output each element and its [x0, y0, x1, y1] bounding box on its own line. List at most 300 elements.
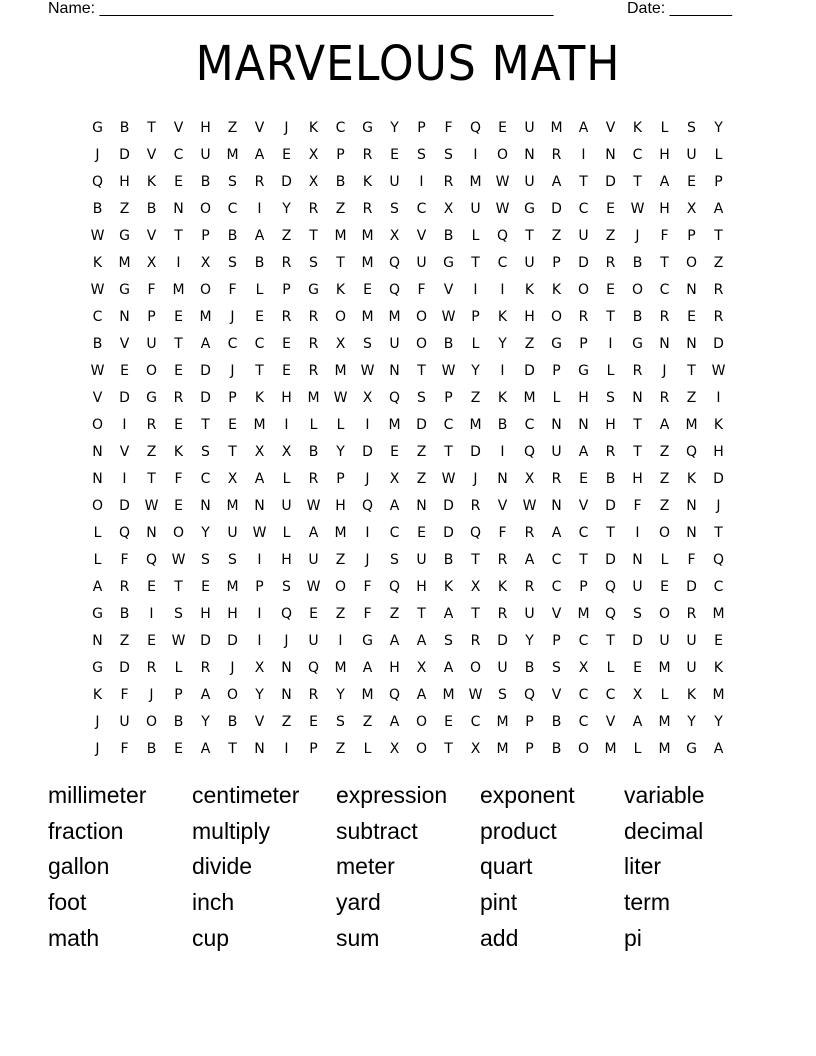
grid-letter: U — [416, 551, 427, 568]
grid-letter: V — [119, 335, 130, 352]
grid-letter: E — [201, 578, 210, 595]
grid-letter: E — [174, 416, 183, 433]
grid-letter: F — [174, 470, 183, 487]
grid-letter: M — [388, 308, 401, 325]
grid-letter: D — [470, 443, 481, 460]
grid-letter: T — [687, 362, 696, 379]
grid-letter: T — [471, 605, 480, 622]
grid-letter: G — [686, 740, 697, 757]
grid-letter: U — [389, 173, 400, 190]
grid-letter: E — [579, 470, 588, 487]
grid-letter: D — [443, 524, 454, 541]
grid-letter: S — [390, 551, 399, 568]
grid-letter: B — [254, 254, 265, 271]
grid-letter: D — [686, 578, 697, 595]
grid-row — [84, 438, 734, 465]
grid-letter: J — [716, 497, 721, 514]
grid-letter: H — [713, 443, 724, 460]
grid-letter: V — [416, 227, 427, 244]
grid-letter: U — [227, 524, 238, 541]
grid-letter: G — [92, 659, 103, 676]
grid-letter: X — [416, 659, 427, 676]
grid-letter: E — [390, 443, 399, 460]
grid-letter: M — [199, 308, 212, 325]
grid-letter: R — [173, 389, 184, 406]
grid-letter: O — [658, 605, 671, 622]
grid-letter: U — [497, 659, 508, 676]
grid-letter: Q — [91, 173, 104, 190]
grid-letter: C — [443, 416, 454, 433]
grid-letter: T — [714, 227, 723, 244]
grid-letter: F — [363, 578, 372, 595]
grid-letter: O — [631, 281, 644, 298]
grid-letter: B — [173, 713, 184, 730]
grid-letter: I — [473, 146, 478, 163]
grid-letter: J — [473, 470, 478, 487]
grid-letter: B — [200, 173, 211, 190]
grid-letter: S — [606, 389, 615, 406]
grid-letter: T — [633, 173, 642, 190]
grid-letter: E — [174, 740, 183, 757]
grid-letter: X — [254, 443, 265, 460]
grid-letter: W — [306, 578, 321, 595]
grid-letter: W — [441, 470, 456, 487]
grid-letter: S — [174, 605, 183, 622]
grid-letter: G — [362, 119, 373, 136]
grid-letter: W — [468, 686, 483, 703]
grid-letter: S — [228, 551, 237, 568]
grid-letter: X — [578, 659, 589, 676]
grid-letter: F — [687, 551, 696, 568]
grid-letter: L — [93, 524, 102, 541]
grid-letter: I — [581, 146, 586, 163]
grid-letter: R — [497, 551, 508, 568]
grid-letter: L — [174, 659, 183, 676]
grid-letter: N — [578, 416, 589, 433]
grid-letter: U — [119, 713, 130, 730]
grid-letter: C — [200, 470, 211, 487]
grid-letter: E — [120, 362, 129, 379]
grid-letter: W — [441, 308, 456, 325]
grid-letter: W — [522, 497, 537, 514]
grid-letter: M — [307, 389, 320, 406]
grid-letter: Z — [227, 119, 238, 136]
grid-letter: E — [174, 497, 183, 514]
grid-letter: Q — [145, 551, 158, 568]
word-bank-item: liter — [624, 853, 662, 880]
grid-letter: Q — [361, 497, 374, 514]
grid-letter: M — [361, 254, 374, 271]
grid-letter: P — [579, 578, 588, 595]
grid-letter: N — [173, 200, 184, 217]
grid-letter: N — [254, 740, 265, 757]
grid-letter: P — [525, 713, 534, 730]
word-bank-item: fraction — [48, 817, 124, 844]
grid-letter: T — [336, 254, 345, 271]
grid-row — [84, 384, 734, 411]
grid-letter: Y — [714, 713, 723, 730]
grid-letter: W — [495, 200, 510, 217]
grid-letter: R — [254, 173, 265, 190]
grid-letter: N — [632, 389, 643, 406]
grid-letter: R — [470, 497, 481, 514]
grid-letter: D — [632, 632, 643, 649]
grid-letter: R — [146, 659, 157, 676]
grid-letter: M — [469, 416, 482, 433]
grid-letter: H — [281, 551, 292, 568]
grid-letter: C — [497, 254, 508, 271]
grid-letter: R — [605, 254, 616, 271]
grid-letter: I — [500, 362, 505, 379]
grid-letter: Y — [687, 713, 696, 730]
grid-letter: T — [309, 227, 318, 244]
grid-letter: S — [336, 713, 345, 730]
grid-letter: D — [119, 146, 130, 163]
grid-letter: U — [578, 227, 589, 244]
grid-letter: A — [416, 686, 427, 703]
grid-letter: R — [308, 308, 319, 325]
grid-letter: T — [174, 227, 183, 244]
grid-letter: T — [606, 524, 615, 541]
grid-letter: Z — [416, 443, 427, 460]
grid-letter: T — [201, 416, 210, 433]
grid-letter: X — [308, 146, 319, 163]
word-bank-item: quart — [480, 853, 533, 880]
grid-row — [84, 627, 734, 654]
grid-letter: C — [335, 119, 346, 136]
grid-letter: P — [552, 632, 561, 649]
grid-letter: A — [578, 443, 589, 460]
grid-letter: S — [444, 632, 453, 649]
grid-row — [84, 330, 734, 357]
grid-letter: J — [365, 551, 370, 568]
grid-row — [84, 249, 734, 276]
date-field-label: Date: _______ — [627, 0, 732, 17]
grid-letter: P — [552, 362, 561, 379]
word-bank-item: expression — [336, 782, 448, 809]
grid-letter: N — [281, 659, 292, 676]
grid-letter: C — [173, 146, 184, 163]
grid-letter: W — [90, 362, 105, 379]
grid-letter: M — [550, 119, 563, 136]
grid-letter: X — [686, 200, 697, 217]
grid-letter: U — [389, 335, 400, 352]
grid-letter: H — [524, 308, 535, 325]
grid-letter: L — [714, 146, 723, 163]
grid-letter: R — [281, 254, 292, 271]
grid-letter: D — [605, 551, 616, 568]
grid-letter: G — [146, 389, 157, 406]
grid-letter: Z — [335, 740, 346, 757]
grid-letter: Q — [604, 605, 617, 622]
grid-letter: W — [333, 389, 348, 406]
grid-letter: K — [254, 389, 265, 406]
grid-letter: L — [552, 389, 561, 406]
grid-letter: P — [336, 470, 345, 487]
grid-letter: L — [255, 281, 264, 298]
grid-letter: F — [228, 281, 237, 298]
grid-letter: S — [552, 659, 561, 676]
grid-letter: R — [308, 362, 319, 379]
grid-letter: J — [230, 308, 235, 325]
word-bank-item: pint — [480, 889, 518, 916]
grid-letter: Q — [604, 578, 617, 595]
grid-letter: F — [147, 281, 156, 298]
grid-row — [84, 600, 734, 627]
grid-letter: U — [524, 173, 535, 190]
grid-letter: C — [713, 578, 724, 595]
grid-letter: J — [149, 686, 154, 703]
grid-letter: X — [281, 443, 292, 460]
grid-letter: T — [228, 443, 237, 460]
grid-letter: V — [254, 119, 265, 136]
grid-letter: T — [147, 119, 156, 136]
grid-row — [84, 546, 734, 573]
grid-letter: F — [120, 551, 129, 568]
grid-letter: A — [389, 497, 400, 514]
grid-letter: I — [257, 605, 262, 622]
grid-letter: F — [120, 686, 129, 703]
grid-letter: B — [92, 335, 103, 352]
grid-letter: Z — [335, 605, 346, 622]
grid-letter: D — [119, 497, 130, 514]
grid-letter: X — [443, 200, 454, 217]
grid-letter: I — [365, 416, 370, 433]
grid-letter: E — [282, 335, 291, 352]
grid-letter: D — [443, 497, 454, 514]
grid-letter: T — [255, 362, 264, 379]
grid-letter: K — [497, 578, 508, 595]
grid-letter: B — [524, 659, 535, 676]
grid-letter: P — [525, 740, 534, 757]
grid-letter: N — [632, 551, 643, 568]
grid-letter: A — [659, 173, 670, 190]
grid-letter: T — [633, 416, 642, 433]
grid-letter: A — [254, 146, 265, 163]
grid-letter: I — [608, 335, 613, 352]
grid-letter: I — [257, 551, 262, 568]
grid-letter: T — [444, 740, 453, 757]
grid-letter: C — [578, 524, 589, 541]
grid-letter: P — [579, 335, 588, 352]
grid-letter: T — [471, 254, 480, 271]
grid-letter: X — [146, 254, 157, 271]
grid-letter: U — [146, 335, 157, 352]
word-bank-row — [48, 814, 748, 850]
word-bank-item: variable — [624, 782, 705, 809]
grid-letter: A — [443, 605, 454, 622]
grid-letter: Z — [362, 713, 373, 730]
grid-letter: B — [551, 713, 562, 730]
grid-letter: E — [174, 173, 183, 190]
grid-letter: P — [309, 740, 318, 757]
grid-letter: P — [255, 578, 264, 595]
grid-letter: Z — [659, 470, 670, 487]
grid-row — [84, 303, 734, 330]
grid-letter: A — [524, 551, 535, 568]
grid-letter: V — [551, 686, 562, 703]
grid-letter: V — [578, 497, 589, 514]
grid-letter: J — [662, 362, 667, 379]
grid-letter: Q — [523, 686, 536, 703]
grid-letter: Q — [388, 389, 401, 406]
word-bank-item: millimeter — [48, 782, 147, 809]
grid-letter: O — [199, 200, 212, 217]
grid-row — [84, 573, 734, 600]
grid-letter: R — [200, 659, 211, 676]
grid-row — [84, 735, 734, 762]
grid-letter: M — [361, 686, 374, 703]
grid-letter: N — [659, 335, 670, 352]
grid-letter: R — [497, 605, 508, 622]
grid-letter: O — [334, 308, 347, 325]
grid-letter: C — [578, 686, 589, 703]
grid-letter: E — [282, 362, 291, 379]
grid-letter: P — [228, 389, 237, 406]
grid-letter: R — [119, 578, 130, 595]
grid-letter: N — [92, 470, 103, 487]
grid-letter: M — [334, 659, 347, 676]
word-bank-item: math — [48, 924, 100, 951]
grid-letter: E — [228, 416, 237, 433]
grid-letter: A — [416, 632, 427, 649]
grid-letter: A — [551, 524, 562, 541]
grid-letter: C — [254, 335, 265, 352]
grid-letter: J — [95, 146, 100, 163]
grid-letter: I — [257, 632, 262, 649]
grid-letter: X — [389, 227, 400, 244]
grid-letter: Y — [498, 335, 507, 352]
grid-letter: A — [713, 740, 724, 757]
grid-letter: I — [419, 173, 424, 190]
grid-row — [84, 141, 734, 168]
grid-letter: E — [633, 659, 642, 676]
grid-row — [84, 114, 734, 141]
grid-letter: G — [308, 281, 319, 298]
grid-letter: A — [254, 227, 265, 244]
grid-letter: I — [338, 632, 343, 649]
grid-letter: J — [284, 119, 289, 136]
grid-letter: W — [171, 632, 186, 649]
grid-letter: R — [308, 470, 319, 487]
grid-letter: C — [524, 416, 535, 433]
grid-letter: A — [362, 659, 373, 676]
grid-letter: F — [498, 524, 507, 541]
grid-letter: W — [495, 173, 510, 190]
grid-letter: V — [173, 119, 184, 136]
grid-letter: O — [172, 524, 185, 541]
grid-letter: B — [443, 335, 454, 352]
grid-letter: K — [524, 281, 535, 298]
grid-letter: E — [714, 632, 723, 649]
grid-letter: D — [362, 443, 373, 460]
page-title: MARVELOUS MATH — [195, 36, 621, 92]
word-bank-row — [48, 885, 748, 921]
grid-letter: D — [524, 362, 535, 379]
grid-letter: D — [200, 389, 211, 406]
grid-letter: A — [254, 470, 265, 487]
grid-letter: A — [200, 686, 211, 703]
word-bank-item: decimal — [624, 817, 704, 844]
grid-letter: Q — [469, 119, 482, 136]
grid-letter: S — [687, 119, 696, 136]
grid-letter: B — [551, 740, 562, 757]
grid-letter: O — [415, 335, 428, 352]
grid-letter: Y — [282, 200, 291, 217]
grid-letter: N — [119, 308, 130, 325]
grid-letter: Z — [281, 713, 292, 730]
grid-letter: U — [200, 146, 211, 163]
grid-letter: H — [281, 389, 292, 406]
grid-letter: M — [226, 146, 239, 163]
grid-letter: O — [415, 308, 428, 325]
grid-letter: W — [630, 200, 645, 217]
word-search-grid — [84, 114, 734, 762]
word-bank-item: term — [624, 889, 670, 916]
grid-letter: M — [361, 227, 374, 244]
grid-letter: U — [686, 632, 697, 649]
grid-letter: T — [471, 551, 480, 568]
grid-letter: K — [308, 119, 319, 136]
grid-letter: A — [389, 713, 400, 730]
grid-letter: X — [389, 740, 400, 757]
grid-letter: X — [200, 254, 211, 271]
grid-letter: K — [686, 470, 697, 487]
grid-letter: S — [633, 605, 642, 622]
grid-letter: M — [226, 497, 239, 514]
grid-letter: Z — [551, 227, 562, 244]
grid-letter: N — [686, 497, 697, 514]
grid-letter: T — [606, 632, 615, 649]
grid-letter: Z — [335, 551, 346, 568]
grid-letter: Q — [280, 605, 293, 622]
grid-letter: G — [119, 281, 130, 298]
grid-letter: L — [660, 119, 669, 136]
grid-letter: C — [92, 308, 103, 325]
grid-letter: K — [146, 173, 157, 190]
grid-letter: K — [713, 659, 724, 676]
word-bank-item: foot — [48, 889, 87, 916]
grid-letter: U — [524, 254, 535, 271]
grid-letter: D — [713, 335, 724, 352]
grid-letter: M — [685, 416, 698, 433]
grid-letter: K — [443, 578, 454, 595]
grid-letter: U — [659, 632, 670, 649]
grid-letter: A — [443, 659, 454, 676]
grid-letter: T — [417, 362, 426, 379]
grid-letter: V — [146, 227, 157, 244]
grid-letter: K — [686, 686, 697, 703]
grid-letter: C — [632, 146, 643, 163]
grid-letter: A — [659, 416, 670, 433]
grid-letter: O — [550, 308, 563, 325]
grid-letter: Y — [390, 119, 399, 136]
grid-letter: M — [658, 659, 671, 676]
grid-letter: U — [416, 254, 427, 271]
grid-letter: M — [118, 254, 131, 271]
grid-letter: U — [551, 443, 562, 460]
grid-letter: R — [551, 146, 562, 163]
grid-letter: P — [147, 308, 156, 325]
grid-letter: L — [633, 740, 642, 757]
grid-letter: X — [227, 470, 238, 487]
grid-letter: Q — [307, 659, 320, 676]
grid-letter: M — [712, 605, 725, 622]
grid-letter: U — [524, 119, 535, 136]
grid-letter: U — [308, 551, 319, 568]
grid-letter: A — [551, 173, 562, 190]
grid-letter: C — [389, 524, 400, 541]
